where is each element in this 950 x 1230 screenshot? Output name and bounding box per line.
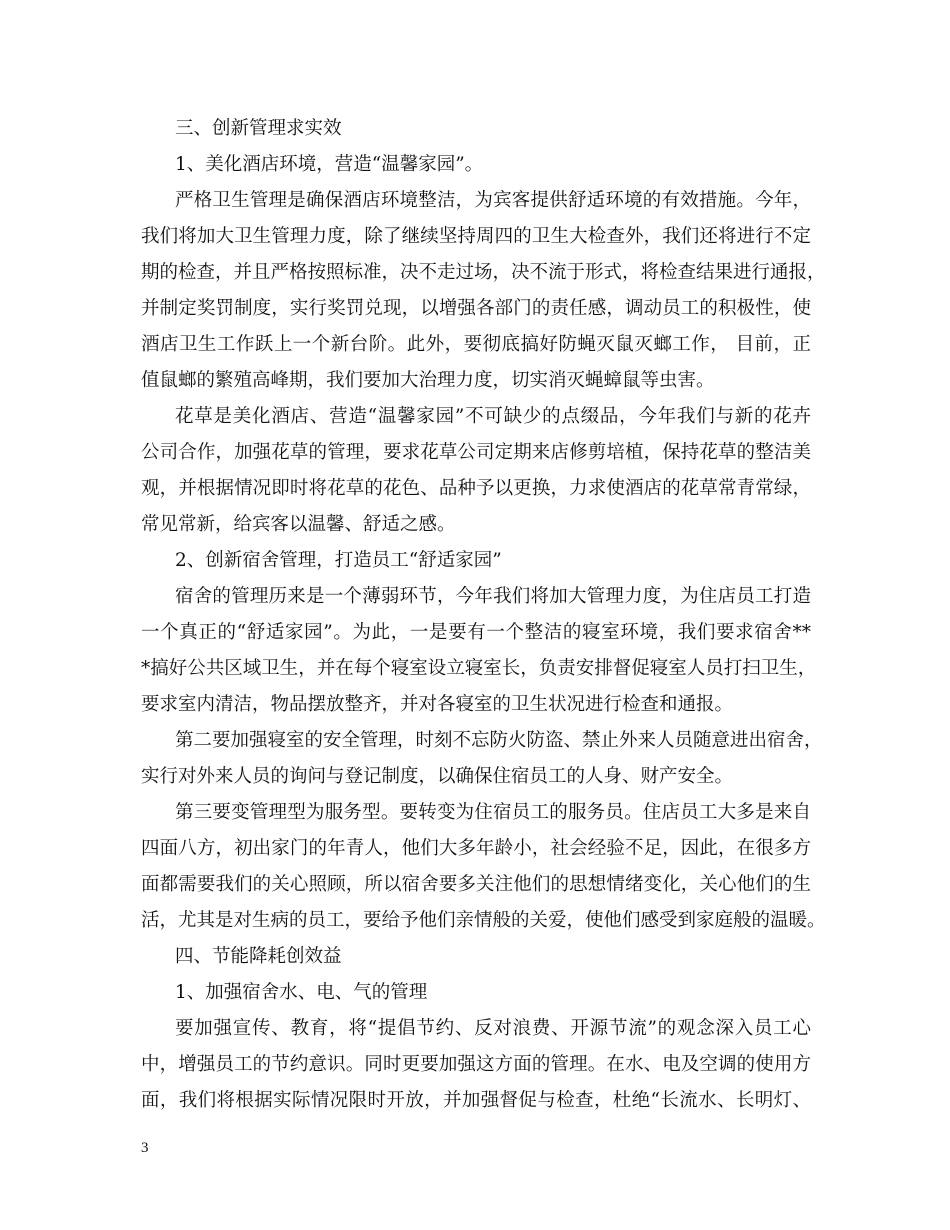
- paragraph-line: 酒店卫生工作跃上一个新台阶。此外，要彻底搞好防蝇灭鼠灭螂工作， 目前，正: [141, 334, 811, 355]
- paragraph-line: 第二要加强寝室的安全管理，时刻不忘防火防盗、禁止外来人员随意进出宿舍，: [175, 730, 823, 751]
- subheading-3-1: 1、美化酒店环境，营造“温馨家园”。: [175, 154, 484, 175]
- paragraph-line: 观，并根据情况即时将花草的花色、品种予以更换，力求使酒店的花草常青常绿，: [141, 478, 811, 499]
- paragraph-line: 第三要变管理型为服务型。要转变为住宿员工的服务员。住店员工大多是来自: [175, 802, 811, 823]
- document-body: [141, 111, 826, 1119]
- paragraph-line: 面，我们将根据实际情况限时开放，并加强督促与检查，杜绝“长流水、长明灯、: [141, 1090, 811, 1111]
- paragraph-line: 我们将加大卫生管理力度，除了继续坚持周四的卫生大检查外，我们还将进行不定: [141, 226, 811, 247]
- paragraph-line: 活，尤其是对生病的员工，要给予他们亲情般的关爱，使他们感受到家庭般的温暖。: [141, 910, 826, 931]
- section-heading-3: 三、创新管理求实效: [175, 118, 342, 139]
- paragraph-line: 面都需要我们的关心照顾，所以宿舍要多关注他们的思想情绪变化，关心他们的生: [141, 874, 811, 895]
- paragraph-line: 公司合作，加强花草的管理，要求花草公司定期来店修剪培植，保持花草的整洁美: [141, 442, 811, 463]
- paragraph-line: 严格卫生管理是确保酒店环境整洁，为宾客提供舒适环境的有效措施。今年，: [175, 190, 811, 211]
- paragraph-line: 常见常新，给宾客以温馨、舒适之感。: [141, 514, 456, 535]
- paragraph-line: 四面八方，初出家门的年青人，他们大多年龄小，社会经验不足，因此，在很多方: [141, 838, 811, 859]
- subheading-4-1: 1、加强宿舍水、电、气的管理: [175, 982, 428, 1003]
- paragraph-line: 宿舍的管理历来是一个薄弱环节，今年我们将加大管理力度，为住店员工打造: [175, 586, 811, 607]
- paragraph-line: 值鼠螂的繁殖高峰期，我们要加大治理力度，切实消灭蝇蟑鼠等虫害。: [141, 370, 715, 391]
- paragraph-line: 中，增强员工的节约意识。同时更要加强这方面的管理。在水、电及空调的使用方: [141, 1054, 811, 1075]
- paragraph-line: 要求室内清洁，物品摆放整齐，并对各寝室的卫生状况进行检查和通报。: [141, 694, 734, 715]
- paragraph-line: 期的检查，并且严格按照标准，决不走过场，决不流于形式，将检查结果进行通报，: [141, 262, 826, 283]
- paragraph-line: 实行对外来人员的询问与登记制度，以确保住宿员工的人身、财产安全。: [141, 766, 734, 787]
- paragraph-line: 一个真正的“舒适家园”。为此，一是要有一个整洁的寝室环境，我们要求宿舍**: [141, 622, 811, 643]
- paragraph-line: 要加强宣传、教育，将“提倡节约、反对浪费、开源节流”的观念深入员工心: [175, 1018, 811, 1039]
- page-number: 3: [141, 1140, 149, 1156]
- subheading-3-2: 2、创新宿舍管理，打造员工“舒适家园”: [175, 550, 502, 571]
- paragraph-line: *搞好公共区域卫生，并在每个寝室设立寝室长，负责安排督促寝室人员打扫卫生，: [141, 658, 817, 679]
- section-heading-4: 四、节能降耗创效益: [175, 946, 342, 967]
- paragraph-line: 并制定奖罚制度，实行奖罚兑现，以增强各部门的责任感，调动员工的积极性，使: [141, 298, 811, 319]
- paragraph-line: 花草是美化酒店、营造“温馨家园”不可缺少的点缀品，今年我们与新的花卉: [175, 406, 811, 427]
